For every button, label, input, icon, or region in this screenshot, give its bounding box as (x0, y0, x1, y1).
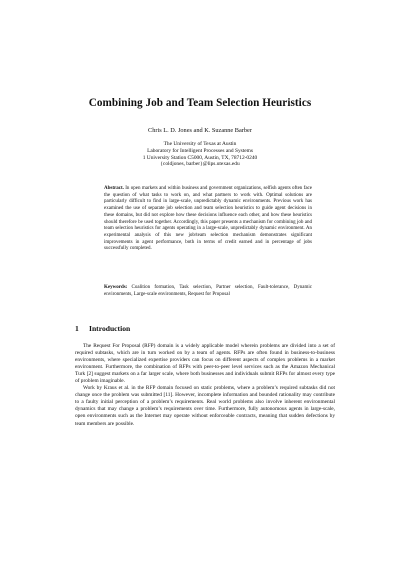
affiliation-university: The University of Texas at Austin (163, 141, 237, 147)
abstract-label: Abstract. (104, 186, 124, 191)
section-number: 1 (75, 324, 79, 333)
section-heading-introduction (75, 324, 335, 333)
affiliation-lab: Laboratory for Intelligent Processes and Systems (147, 147, 253, 154)
affiliation-email: {coldjones, barber}@lips.utexas.edu (160, 161, 240, 168)
section-title: Introduction (89, 324, 131, 333)
keywords-text: Coalition formation, Task selection, Partner selection, Fault-tolerance, Dynamic environments, Large-scale environments, Request for Proposal (104, 285, 312, 297)
affiliation-block (0, 141, 400, 168)
abstract-text: In open markets and within business and government organizations, selfish agents often face the question of what tasks to work on, and what partners to work with. Optimal solutions are particularly difficult to find in large-scale, unpredictably dynamic environments. Previous work has examined the use of separate job selection and team selection heuristics to guide agent decisions in these domains, but did not explore how these decisions influence each other, and how these heuristics should therefore be used together. Accordingly, this paper presents a mechanism for combining job and team selection heuristics for agents operating in a large-scale, unpredictably dynamic environment. An experimental analysis of this new job/team selection mechanism demonstrates significant improvements in agent performance, both in terms of credit earned and in percentage of jobs successfully completed. (104, 186, 312, 252)
keywords (104, 285, 312, 298)
body-paragraph: The Request For Proposal (RFP) domain is a widely applicable model wherein problems are divided into a set of required subtasks, which are in turn worked on by a team of agents. RFPs are often found in business-to-business environments, where specialized expertise providers can focus on different aspects of complex problems in a market environment. Furthermore, the combination of RFPs with peer-to-peer level services such as the Amazon Mechanical Turk [2] suggest markets on a far larger scale, where both businesses and individuals submit RFPs for almost every type of problem imaginable. (75, 343, 335, 385)
author-list: Chris L. D. Jones and K. Suzanne Barber (148, 127, 252, 134)
keywords-label: Keywords: (104, 285, 128, 290)
abstract (104, 186, 312, 253)
paper-title: Combining Job and Team Selection Heuristics (88, 97, 312, 109)
affiliation-address: 1 University Station C5000, Austin, TX, 78712-0240 (142, 154, 258, 161)
body-paragraph: Work by Kraus et al. in the RFP domain focused on static problems, where a problem’s required subtasks did not change once the problem was submitted [11]. However, incomplete information and bounded rationality may contribute to a faulty initial perception of a problem’s requirements. Real world problems also involve inherent environmental dynamics that may change a problem’s requirements over time. Furthermore, fully autonomous agents in large-scale, open environments such as the Internet may operate without enforceable contracts, meaning that sudden defections by team members are possible. (75, 385, 335, 427)
introduction-body (75, 343, 335, 428)
